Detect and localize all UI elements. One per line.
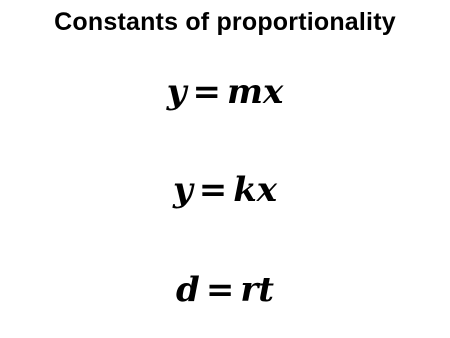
- equation-d-equals-rt: [0, 270, 450, 310]
- equation-rhs: mx: [227, 72, 284, 112]
- equals-sign: =: [198, 170, 228, 210]
- page-title: Constants of proportionality: [54, 8, 396, 36]
- equation-rhs: rt: [240, 270, 274, 310]
- equals-sign: =: [192, 72, 221, 112]
- equation-y-equals-kx: [0, 170, 450, 210]
- equation-lhs: y: [172, 170, 193, 210]
- equation-lhs: y: [166, 72, 187, 112]
- equation-rhs: kx: [233, 170, 278, 210]
- equation-y-equals-mx: [0, 72, 450, 112]
- equation-lhs: d: [176, 270, 200, 310]
- equals-sign: =: [205, 270, 235, 310]
